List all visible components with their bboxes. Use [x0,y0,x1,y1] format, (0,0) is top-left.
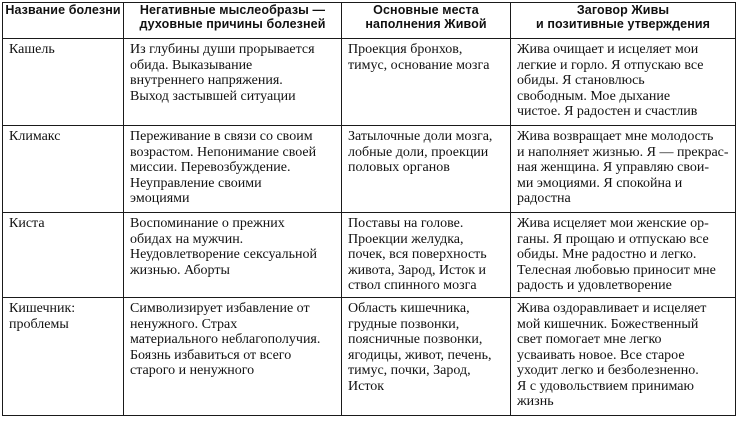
cell-text-line: Затылочные доли мозга, [348,129,493,144]
header-text-line: Негативные мыслеобразы — [139,3,326,17]
cell-text-line: тимус, основание мозга [348,57,490,73]
cell-text-line: возрастом. Непонимание своей [130,144,317,160]
header-text-line: наполнения Живой [365,17,487,31]
cell-text-line: Я с удовольствием принимаю [517,378,694,394]
cell-places [342,126,511,213]
cell-text-line: Проекции желудка, [348,231,464,247]
cell-affirmation [511,213,736,298]
header-text-line: духовные причины болезней [139,17,326,31]
cell-text-line: половых органов [348,160,450,175]
cell-places [342,39,511,126]
cell-text-line: мой кишечник. Божественный [517,316,699,332]
cell-text-line: почек, вся поверхность [348,247,487,262]
cell-places [342,213,511,298]
cell-text-line: чистое. Я радостен и счастлив [517,104,698,119]
cell-text-line: Телесная любовью приносит мне [517,262,716,278]
cell-text-line: свет помогает мне легко [517,332,662,347]
cell-causes [124,213,342,298]
table-header-row [3,3,736,39]
cell-text-line: внутреннего напряжения. [130,73,283,88]
cell-text-line: обида. Выказывание [130,57,253,73]
cell-text-line: Жива очищает и исцеляет мои [517,42,699,57]
cell-text-line: усваивать новое. Все старое [517,347,685,363]
cell-text-line: ная женщина. Я управляю свои- [517,160,710,175]
cell-text-line: жизнь [517,394,554,409]
cell-text-line: радостна [517,191,571,206]
cell-text-line: жизнью. Аборты [130,262,230,278]
cell-affirmation [511,126,736,213]
table-row [3,39,736,126]
cell-text-line: Неудовлетворение сексуальной [130,247,317,262]
cell-text-line: Жива возвращает мне молодость [517,129,714,144]
cell-disease [3,39,124,126]
cell-text-line: Проекция бронхов, [348,42,463,57]
cell-text-line: Жива исцеляет мои женские ор- [517,216,709,231]
cell-text-line: проблемы [9,316,69,332]
cell-affirmation [511,39,736,126]
cell-text-line: Символизирует избавление от [130,301,310,316]
cell-text-line: Неуправление своими [130,175,262,191]
cell-text-line: обидах на мужчин. [130,231,244,247]
cell-text-line: тимус, почки, Зарод, [348,363,471,378]
cell-text-line: Из глубины души прорывается [130,42,315,57]
cell-disease [3,126,124,213]
cell-text-line: Воспоминание о прежних [130,216,285,231]
cell-places [342,298,511,416]
cell-text-line: уходит легко и безболезненно. [517,363,699,378]
cell-text-line: Переживание в связи со своим [130,129,313,144]
cell-text-line: обиды. Мне радостно и легко. [517,247,697,262]
header-disease-name [3,3,124,39]
cell-text-line: грудные позвонки, [348,316,460,332]
cell-text-line: лобные доли, проекции [348,144,489,160]
table-row [3,213,736,298]
header-text-line: и позитивные утверждения [535,17,711,31]
cell-text-line: Выход застывшей ситуации [130,88,296,104]
cell-disease [3,213,124,298]
cell-text-line: живота, Зарод, Исток и [348,262,486,278]
cell-disease [3,298,124,416]
cell-text-line: старого и ненужного [130,363,255,378]
header-text-line: Основные места [373,3,479,17]
cell-text-line: Киста [9,216,45,231]
cell-text-line: ненужного. Страх [130,316,238,332]
cell-text-line: обиды. Я становлюсь [517,73,645,88]
cell-text-line: Кишечник: [9,301,76,316]
cell-text-line: Жива оздоравливает и исцеляет [517,301,707,316]
cell-text-line: поясничные позвонки, [348,332,483,347]
table-row [3,298,736,416]
cell-text-line: ствол спинного мозга [348,278,477,293]
cell-text-line: эмоциями [130,191,190,206]
cell-text-line: Климакс [9,129,61,144]
cell-text-line: Область кишечника, [348,301,470,316]
cell-text-line: ягодицы, живот, печень, [348,347,492,363]
header-text-line: Заговор Живы [576,3,670,17]
cell-affirmation [511,298,736,416]
cell-text-line: и наполняет жизнью. Я — прекрас- [517,144,729,160]
table-row [3,126,736,213]
header-negative-thoughts [124,3,342,39]
header-text-line: Название болезни [5,3,121,17]
disease-affirmation-table [2,2,736,416]
cell-text-line: легкие и горло. Я отпускаю все [517,57,704,73]
cell-text-line: миссии. Перевозбуждение. [130,160,291,175]
cell-text-line: Исток [348,378,385,394]
cell-text-line: материального неблагополучия. [130,332,321,347]
cell-causes [124,39,342,126]
cell-text-line: Боязнь избавиться от всего [130,347,292,363]
cell-text-line: радость и удовлетворение [517,278,672,293]
cell-text-line: свободным. Мое дыхание [517,88,671,104]
header-affirmations [511,3,736,39]
cell-text-line: Кашель [9,42,55,57]
cell-causes [124,126,342,213]
header-zhiva-places [342,3,511,39]
cell-causes [124,298,342,416]
cell-text-line: ганы. Я прощаю и отпускаю все [517,231,709,247]
cell-text-line: ми эмоциями. Я спокойна и [517,175,683,191]
cell-text-line: Поставы на голове. [348,216,464,231]
